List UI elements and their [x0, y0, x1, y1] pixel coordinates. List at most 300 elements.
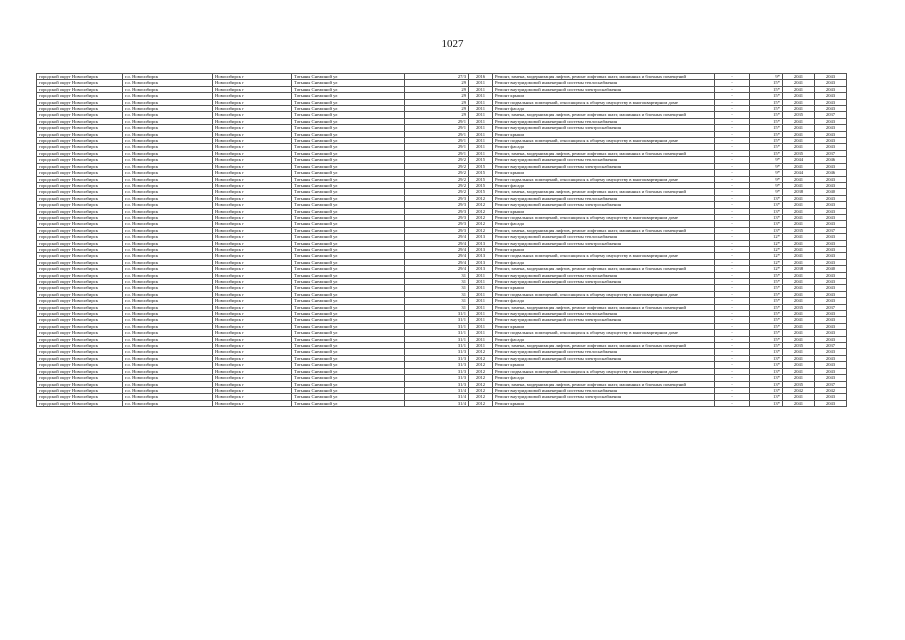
cell-count: 13* [750, 195, 783, 201]
cell-street: Татьяны Снежиной ул [292, 214, 405, 220]
cell-count: 13* [750, 355, 783, 361]
cell-municipality: городской округ Новосибирск [37, 349, 123, 355]
cell-house: 29 [405, 99, 469, 105]
cell-work-type: Ремонт внутридомовой инженерной системы теплоснабжения [493, 118, 715, 124]
cell-house: 31 [405, 298, 469, 304]
cell-year: 2015 [469, 189, 493, 195]
cell-street: Татьяны Снежиной ул [292, 381, 405, 387]
cell-house: 29 [405, 80, 469, 86]
cell-work-type: Ремонт, замена, модернизация лифтов, ремонт лифтовых шахт, машинных и блочных помещений [493, 381, 715, 387]
cell-plan-start: 2041 [783, 362, 815, 368]
cell-house: 31/3 [405, 362, 469, 368]
cell-year: 2011 [469, 285, 493, 291]
cell-district: г.о. Новосибирск [123, 195, 213, 201]
cell-cost: - [715, 170, 750, 176]
cell-district: г.о. Новосибирск [123, 99, 213, 105]
cell-plan-start: 2041 [783, 368, 815, 374]
cell-work-type: Ремонт, замена, модернизация лифтов, ремонт лифтовых шахт, машинных и блочных помещений [493, 189, 715, 195]
cell-cost: - [715, 202, 750, 208]
cell-plan-end: 2037 [815, 150, 847, 156]
cell-work-type: Ремонт внутридомовой инженерной системы теплоснабжения [493, 349, 715, 355]
cell-cost: - [715, 189, 750, 195]
cell-plan-start: 2041 [783, 125, 815, 131]
cell-district: г.о. Новосибирск [123, 86, 213, 92]
cell-house: 29/4 [405, 253, 469, 259]
cell-house: 31 [405, 279, 469, 285]
cell-cost: - [715, 375, 750, 381]
cell-cost: - [715, 253, 750, 259]
cell-street: Татьяны Снежиной ул [292, 291, 405, 297]
cell-street: Татьяны Снежиной ул [292, 246, 405, 252]
cell-district: г.о. Новосибирск [123, 368, 213, 374]
cell-cost: - [715, 291, 750, 297]
cell-district: г.о. Новосибирск [123, 214, 213, 220]
cell-count: 9* [750, 74, 783, 80]
cell-count: 15* [750, 99, 783, 105]
cell-work-type: Ремонт фасада [493, 298, 715, 304]
cell-district: г.о. Новосибирск [123, 387, 213, 393]
cell-year: 2012 [469, 349, 493, 355]
cell-settlement: Новосибирск г [213, 157, 292, 163]
cell-municipality: городской округ Новосибирск [37, 99, 123, 105]
cell-settlement: Новосибирск г [213, 150, 292, 156]
cell-plan-end: 2043 [815, 279, 847, 285]
cell-plan-start: 2041 [783, 144, 815, 150]
cell-street: Татьяны Снежиной ул [292, 163, 405, 169]
cell-plan-end: 2043 [815, 125, 847, 131]
cell-house: 29/1 [405, 118, 469, 124]
cell-house: 29/3 [405, 195, 469, 201]
cell-plan-end: 2040 [815, 266, 847, 272]
cell-house: 29/2 [405, 182, 469, 188]
cell-settlement: Новосибирск г [213, 362, 292, 368]
cell-plan-start: 2041 [783, 246, 815, 252]
cell-municipality: городской округ Новосибирск [37, 182, 123, 188]
cell-settlement: Новосибирск г [213, 99, 292, 105]
cell-settlement: Новосибирск г [213, 74, 292, 80]
cell-municipality: городской округ Новосибирск [37, 163, 123, 169]
cell-municipality: городской округ Новосибирск [37, 285, 123, 291]
cell-settlement: Новосибирск г [213, 131, 292, 137]
cell-work-type: Ремонт подвальных помещений, относящихся к общему имуществу в многоквартирном доме [493, 214, 715, 220]
cell-year: 2011 [469, 323, 493, 329]
cell-plan-start: 2041 [783, 234, 815, 240]
cell-work-type: Ремонт, замена, модернизация лифтов, ремонт лифтовых шахт, машинных и блочных помещений [493, 304, 715, 310]
cell-work-type: Ремонт внутридомовой инженерной системы теплоснабжения [493, 387, 715, 393]
cell-plan-start: 2041 [783, 138, 815, 144]
cell-plan-start: 2041 [783, 285, 815, 291]
cell-house: 31/1 [405, 311, 469, 317]
cell-municipality: городской округ Новосибирск [37, 368, 123, 374]
cell-work-type: Ремонт внутридомовой инженерной системы теплоснабжения [493, 234, 715, 240]
cell-municipality: городской округ Новосибирск [37, 214, 123, 220]
cell-plan-start: 2044 [783, 170, 815, 176]
cell-plan-start: 2041 [783, 118, 815, 124]
cell-settlement: Новосибирск г [213, 323, 292, 329]
cell-cost: - [715, 266, 750, 272]
cell-municipality: городской округ Новосибирск [37, 80, 123, 86]
cell-district: г.о. Новосибирск [123, 208, 213, 214]
cell-count: 15* [750, 323, 783, 329]
cell-count: 13* [750, 362, 783, 368]
cell-plan-end: 2043 [815, 253, 847, 259]
cell-cost: - [715, 182, 750, 188]
cell-settlement: Новосибирск г [213, 86, 292, 92]
cell-plan-end: 2043 [815, 240, 847, 246]
cell-plan-start: 2041 [783, 323, 815, 329]
cell-street: Татьяны Снежиной ул [292, 80, 405, 86]
cell-settlement: Новосибирск г [213, 291, 292, 297]
cell-work-type: Ремонт внутридомовой инженерной системы теплоснабжения [493, 195, 715, 201]
cell-plan-start: 2041 [783, 99, 815, 105]
cell-count: 13* [750, 214, 783, 220]
cell-count: 15* [750, 80, 783, 86]
cell-cost: - [715, 157, 750, 163]
cell-house: 29/1 [405, 150, 469, 156]
cell-work-type: Ремонт внутридомовой инженерной системы теплоснабжения [493, 80, 715, 86]
cell-house: 29/3 [405, 221, 469, 227]
cell-house: 29 [405, 93, 469, 99]
cell-district: г.о. Новосибирск [123, 182, 213, 188]
cell-municipality: городской округ Новосибирск [37, 112, 123, 118]
cell-street: Татьяны Снежиной ул [292, 336, 405, 342]
cell-house: 31/1 [405, 317, 469, 323]
cell-work-type: Ремонт крыши [493, 93, 715, 99]
cell-settlement: Новосибирск г [213, 330, 292, 336]
cell-work-type: Ремонт внутридомовой инженерной системы электроснабжения [493, 279, 715, 285]
cell-street: Татьяны Снежиной ул [292, 86, 405, 92]
cell-plan-end: 2043 [815, 80, 847, 86]
cell-plan-end: 2046 [815, 170, 847, 176]
cell-plan-start: 2041 [783, 195, 815, 201]
cell-municipality: городской округ Новосибирск [37, 240, 123, 246]
cell-settlement: Новосибирск г [213, 208, 292, 214]
cell-work-type: Ремонт подвальных помещений, относящихся к общему имуществу в многоквартирном доме [493, 99, 715, 105]
cell-plan-start: 2041 [783, 272, 815, 278]
cell-count: 15* [750, 106, 783, 112]
cell-district: г.о. Новосибирск [123, 176, 213, 182]
cell-count: 15* [750, 93, 783, 99]
cell-district: г.о. Новосибирск [123, 93, 213, 99]
cell-count: 9* [750, 182, 783, 188]
cell-house: 31 [405, 304, 469, 310]
cell-cost: - [715, 259, 750, 265]
cell-plan-start: 2041 [783, 221, 815, 227]
cell-work-type: Ремонт подвальных помещений, относящихся к общему имуществу в многоквартирном доме [493, 368, 715, 374]
cell-plan-end: 2043 [815, 93, 847, 99]
cell-settlement: Новосибирск г [213, 298, 292, 304]
cell-house: 29/2 [405, 157, 469, 163]
cell-street: Татьяны Снежиной ул [292, 375, 405, 381]
cell-street: Татьяны Снежиной ул [292, 279, 405, 285]
cell-district: г.о. Новосибирск [123, 221, 213, 227]
cell-settlement: Новосибирск г [213, 93, 292, 99]
cell-street: Татьяны Снежиной ул [292, 176, 405, 182]
cell-plan-start: 2035 [783, 112, 815, 118]
cell-district: г.о. Новосибирск [123, 118, 213, 124]
cell-house: 31/3 [405, 375, 469, 381]
cell-plan-start: 2041 [783, 298, 815, 304]
cell-plan-start: 2041 [783, 291, 815, 297]
cell-count: 12* [750, 234, 783, 240]
cell-plan-end: 2043 [815, 355, 847, 361]
cell-cost: - [715, 106, 750, 112]
cell-year: 2012 [469, 387, 493, 393]
cell-municipality: городской округ Новосибирск [37, 387, 123, 393]
cell-municipality: городской округ Новосибирск [37, 323, 123, 329]
cell-count: 12* [750, 259, 783, 265]
cell-year: 2015 [469, 182, 493, 188]
cell-count: 15* [750, 118, 783, 124]
cell-street: Татьяны Снежиной ул [292, 106, 405, 112]
cell-municipality: городской округ Новосибирск [37, 125, 123, 131]
cell-settlement: Новосибирск г [213, 170, 292, 176]
cell-municipality: городской округ Новосибирск [37, 208, 123, 214]
cell-plan-end: 2043 [815, 221, 847, 227]
cell-count: 13* [750, 368, 783, 374]
cell-plan-start: 2041 [783, 253, 815, 259]
cell-count: 15* [750, 298, 783, 304]
cell-year: 2011 [469, 99, 493, 105]
cell-settlement: Новосибирск г [213, 138, 292, 144]
cell-district: г.о. Новосибирск [123, 304, 213, 310]
cell-work-type: Ремонт внутридомовой инженерной системы теплоснабжения [493, 311, 715, 317]
cell-work-type: Ремонт фасада [493, 182, 715, 188]
cell-plan-end: 2043 [815, 400, 847, 406]
cell-district: г.о. Новосибирск [123, 157, 213, 163]
cell-count: 13* [750, 375, 783, 381]
cell-settlement: Новосибирск г [213, 285, 292, 291]
cell-municipality: городской округ Новосибирск [37, 86, 123, 92]
cell-house: 31/4 [405, 387, 469, 393]
cell-plan-end: 2043 [815, 362, 847, 368]
cell-settlement: Новосибирск г [213, 317, 292, 323]
cell-municipality: городской округ Новосибирск [37, 259, 123, 265]
cell-municipality: городской округ Новосибирск [37, 330, 123, 336]
cell-street: Татьяны Снежиной ул [292, 272, 405, 278]
cell-cost: - [715, 330, 750, 336]
cell-cost: - [715, 323, 750, 329]
cell-cost: - [715, 246, 750, 252]
cell-street: Татьяны Снежиной ул [292, 150, 405, 156]
cell-cost: - [715, 343, 750, 349]
cell-plan-end: 2043 [815, 349, 847, 355]
cell-settlement: Новосибирск г [213, 202, 292, 208]
cell-settlement: Новосибирск г [213, 246, 292, 252]
cell-settlement: Новосибирск г [213, 266, 292, 272]
cell-street: Татьяны Снежиной ул [292, 234, 405, 240]
cell-year: 2011 [469, 144, 493, 150]
cell-street: Татьяны Снежиной ул [292, 157, 405, 163]
cell-house: 29/3 [405, 227, 469, 233]
cell-settlement: Новосибирск г [213, 336, 292, 342]
cell-plan-end: 2043 [815, 195, 847, 201]
cell-year: 2011 [469, 150, 493, 156]
cell-district: г.о. Новосибирск [123, 163, 213, 169]
cell-plan-start: 2041 [783, 259, 815, 265]
cell-cost: - [715, 112, 750, 118]
cell-house: 31/4 [405, 400, 469, 406]
cell-cost: - [715, 317, 750, 323]
cell-work-type: Ремонт, замена, модернизация лифтов, ремонт лифтовых шахт, машинных и блочных помещений [493, 74, 715, 80]
cell-house: 29/3 [405, 202, 469, 208]
cell-municipality: городской округ Новосибирск [37, 291, 123, 297]
cell-year: 2013 [469, 259, 493, 265]
cell-plan-start: 2041 [783, 86, 815, 92]
cell-district: г.о. Новосибирск [123, 80, 213, 86]
cell-settlement: Новосибирск г [213, 387, 292, 393]
cell-count: 13* [750, 381, 783, 387]
cell-settlement: Новосибирск г [213, 375, 292, 381]
cell-house: 31 [405, 272, 469, 278]
cell-plan-start: 2041 [783, 336, 815, 342]
cell-house: 31/1 [405, 323, 469, 329]
cell-settlement: Новосибирск г [213, 227, 292, 233]
cell-settlement: Новосибирск г [213, 118, 292, 124]
cell-cost: - [715, 195, 750, 201]
cell-district: г.о. Новосибирск [123, 266, 213, 272]
cell-plan-end: 2043 [815, 163, 847, 169]
cell-plan-start: 2041 [783, 330, 815, 336]
cell-district: г.о. Новосибирск [123, 170, 213, 176]
cell-plan-end: 2043 [815, 208, 847, 214]
cell-year: 2011 [469, 336, 493, 342]
cell-house: 29/4 [405, 266, 469, 272]
cell-street: Татьяны Снежиной ул [292, 202, 405, 208]
cell-year: 2013 [469, 240, 493, 246]
cell-street: Татьяны Снежиной ул [292, 93, 405, 99]
cell-settlement: Новосибирск г [213, 189, 292, 195]
cell-count: 9* [750, 189, 783, 195]
cell-district: г.о. Новосибирск [123, 317, 213, 323]
cell-municipality: городской округ Новосибирск [37, 266, 123, 272]
cell-plan-end: 2037 [815, 112, 847, 118]
cell-work-type: Ремонт, замена, модернизация лифтов, ремонт лифтовых шахт, машинных и блочных помещений [493, 150, 715, 156]
cell-settlement: Новосибирск г [213, 182, 292, 188]
cell-year: 2012 [469, 202, 493, 208]
cell-municipality: городской округ Новосибирск [37, 375, 123, 381]
cell-municipality: городской округ Новосибирск [37, 298, 123, 304]
cell-year: 2011 [469, 279, 493, 285]
cell-plan-start: 2041 [783, 163, 815, 169]
cell-district: г.о. Новосибирск [123, 349, 213, 355]
cell-plan-start: 2041 [783, 176, 815, 182]
cell-street: Татьяны Снежиной ул [292, 118, 405, 124]
cell-plan-end: 2043 [815, 375, 847, 381]
cell-year: 2011 [469, 317, 493, 323]
cell-district: г.о. Новосибирск [123, 106, 213, 112]
cell-house: 31 [405, 291, 469, 297]
cell-count: 15* [750, 311, 783, 317]
cell-district: г.о. Новосибирск [123, 323, 213, 329]
cell-cost: - [715, 208, 750, 214]
cell-year: 2012 [469, 381, 493, 387]
cell-district: г.о. Новосибирск [123, 246, 213, 252]
cell-cost: - [715, 336, 750, 342]
cell-settlement: Новосибирск г [213, 214, 292, 220]
cell-count: 15* [750, 272, 783, 278]
cell-municipality: городской округ Новосибирск [37, 106, 123, 112]
cell-street: Татьяны Снежиной ул [292, 266, 405, 272]
cell-work-type: Ремонт подвальных помещений, относящихся к общему имуществу в многоквартирном доме [493, 291, 715, 297]
cell-plan-start: 2041 [783, 208, 815, 214]
cell-house: 31 [405, 285, 469, 291]
cell-settlement: Новосибирск г [213, 234, 292, 240]
cell-municipality: городской округ Новосибирск [37, 170, 123, 176]
cell-settlement: Новосибирск г [213, 112, 292, 118]
cell-cost: - [715, 80, 750, 86]
cell-cost: - [715, 131, 750, 137]
cell-municipality: городской округ Новосибирск [37, 246, 123, 252]
cell-year: 2012 [469, 375, 493, 381]
cell-plan-end: 2040 [815, 189, 847, 195]
cell-work-type: Ремонт крыши [493, 208, 715, 214]
cell-settlement: Новосибирск г [213, 176, 292, 182]
cell-municipality: городской округ Новосибирск [37, 93, 123, 99]
cell-house: 31/1 [405, 330, 469, 336]
cell-year: 2011 [469, 112, 493, 118]
cell-street: Татьяны Снежиной ул [292, 317, 405, 323]
cell-house: 29/4 [405, 246, 469, 252]
cell-house: 29/2 [405, 189, 469, 195]
cell-year: 2011 [469, 298, 493, 304]
cell-street: Татьяны Снежиной ул [292, 298, 405, 304]
cell-year: 2012 [469, 227, 493, 233]
cell-work-type: Ремонт внутридомовой инженерной системы электроснабжения [493, 317, 715, 323]
cell-plan-start: 2041 [783, 279, 815, 285]
cell-plan-end: 2043 [815, 317, 847, 323]
cell-year: 2013 [469, 253, 493, 259]
cell-settlement: Новосибирск г [213, 272, 292, 278]
cell-work-type: Ремонт фасада [493, 106, 715, 112]
cell-cost: - [715, 234, 750, 240]
cell-year: 2012 [469, 400, 493, 406]
cell-cost: - [715, 349, 750, 355]
cell-plan-end: 2043 [815, 202, 847, 208]
cell-count: 13* [750, 387, 783, 393]
cell-plan-start: 2035 [783, 343, 815, 349]
cell-district: г.о. Новосибирск [123, 330, 213, 336]
cell-plan-end: 2042 [815, 387, 847, 393]
cell-municipality: городской округ Новосибирск [37, 202, 123, 208]
cell-count: 13* [750, 202, 783, 208]
cell-plan-start: 2042 [783, 387, 815, 393]
cell-house: 29/3 [405, 214, 469, 220]
cell-count: 13* [750, 400, 783, 406]
cell-house: 31/1 [405, 336, 469, 342]
cell-year: 2012 [469, 214, 493, 220]
cell-house: 29/2 [405, 170, 469, 176]
cell-count: 13* [750, 349, 783, 355]
repair-schedule-table [36, 73, 847, 407]
cell-plan-end: 2043 [815, 272, 847, 278]
cell-count: 13* [750, 208, 783, 214]
cell-district: г.о. Новосибирск [123, 279, 213, 285]
cell-settlement: Новосибирск г [213, 240, 292, 246]
cell-street: Татьяны Снежиной ул [292, 131, 405, 137]
cell-year: 2011 [469, 131, 493, 137]
cell-cost: - [715, 125, 750, 131]
cell-street: Татьяны Снежиной ул [292, 227, 405, 233]
cell-plan-start: 2041 [783, 182, 815, 188]
cell-work-type: Ремонт фасада [493, 259, 715, 265]
cell-work-type: Ремонт внутридомовой инженерной системы электроснабжения [493, 240, 715, 246]
cell-year: 2015 [469, 157, 493, 163]
cell-cost: - [715, 150, 750, 156]
cell-settlement: Новосибирск г [213, 279, 292, 285]
cell-cost: - [715, 144, 750, 150]
cell-district: г.о. Новосибирск [123, 336, 213, 342]
